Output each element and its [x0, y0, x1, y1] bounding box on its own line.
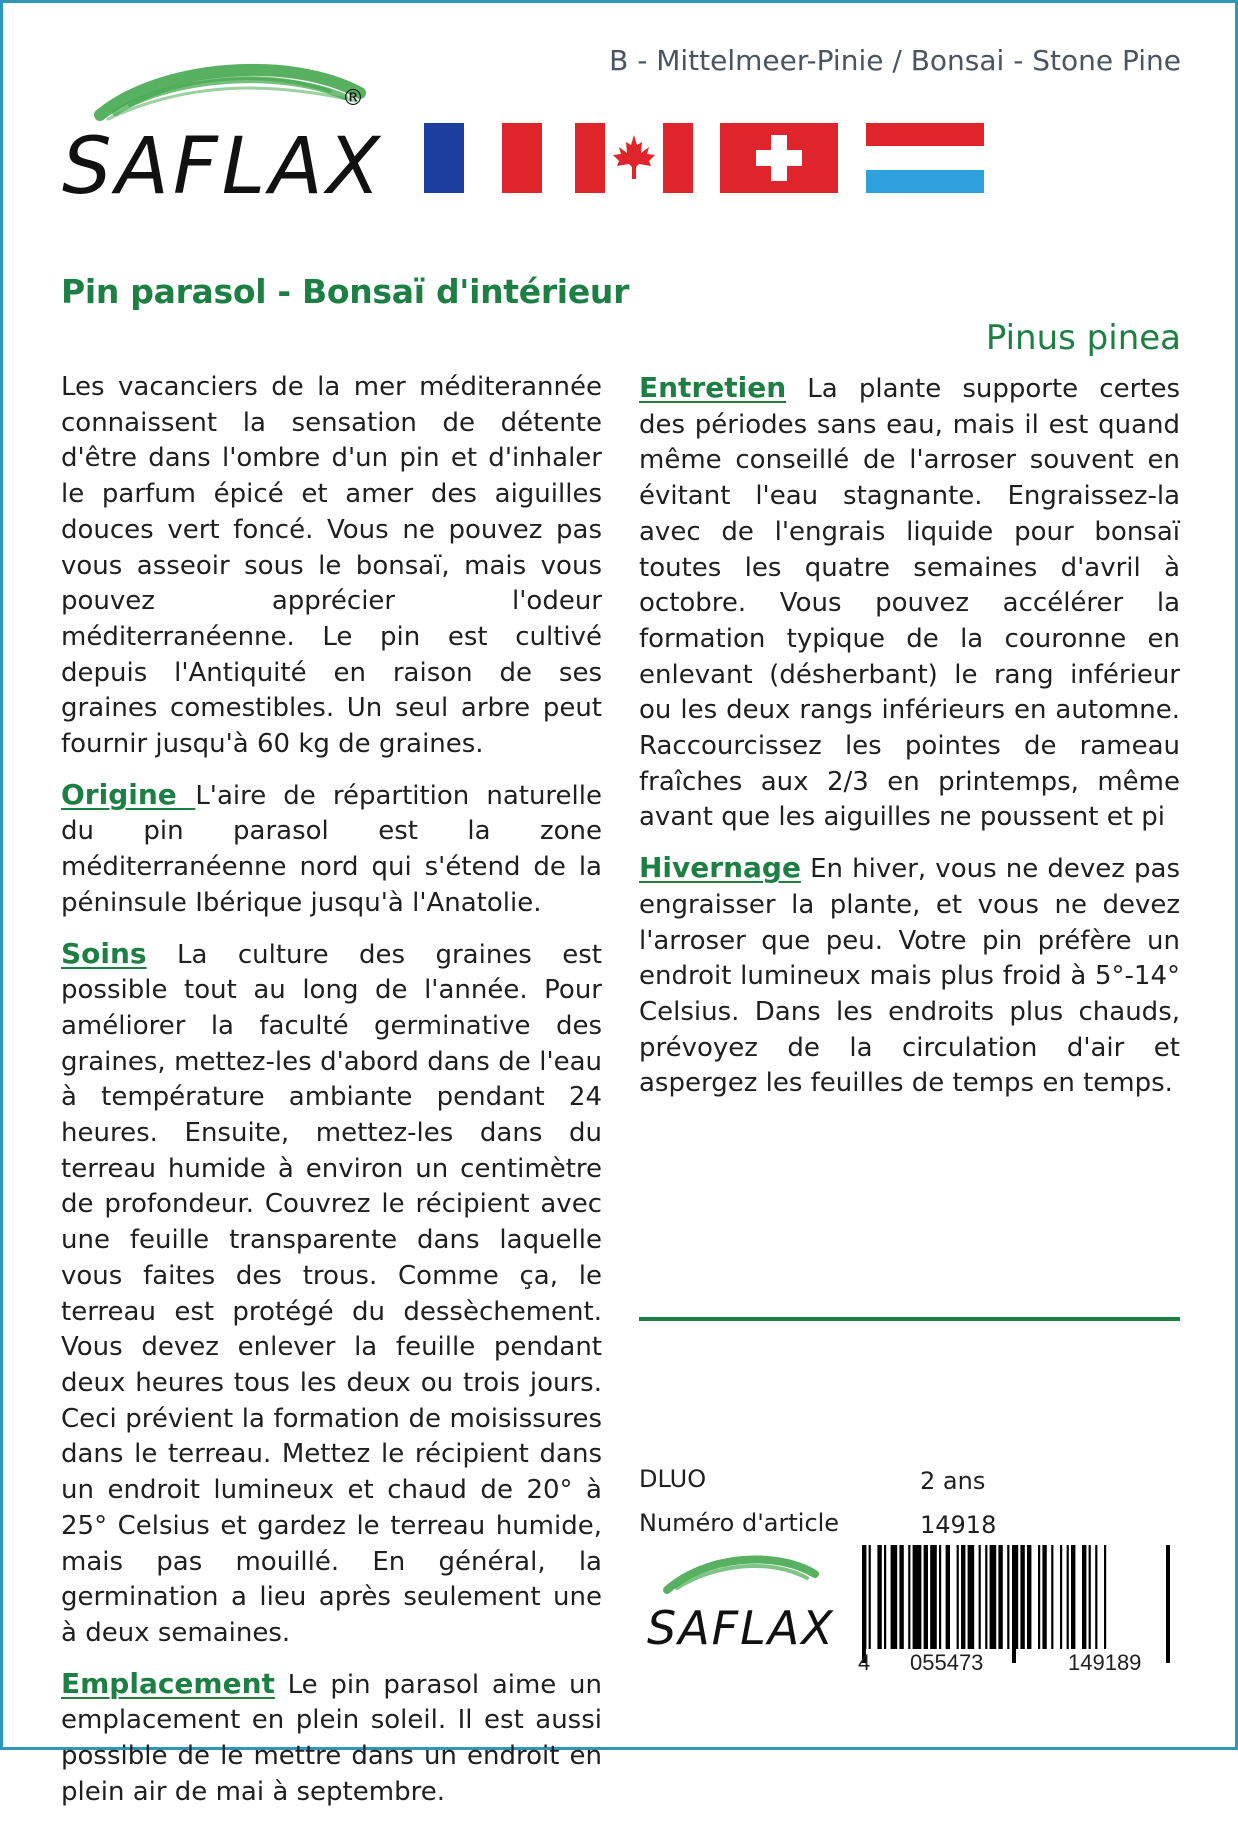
luxembourg-flag-icon [866, 123, 984, 193]
barcode-bar [990, 1545, 997, 1649]
barcode-guard-bar [864, 1545, 866, 1663]
barcode-bar [884, 1545, 886, 1649]
origine-section [61, 777, 602, 922]
barcode-bar [1016, 1545, 1018, 1649]
hivernage-text: En hiver, vous ne devez pas engraisser la plante, et vous ne devez l'arroser que peu. Votre pin préfère un endroit lumineux mais plus froid à 5°-14° Celsius. Dans les endroits plus chauds, prévoyez de la circulation d'air et aspergez les feuilles de temps en temps. [639, 854, 1181, 1099]
barcode-bar [985, 1545, 987, 1649]
origine-text: L'aire de répartition naturelle du pin parasol est la zone méditerranéenne nord qui s'étend de la péninsule Ibérique jusqu'à l'Anatolie. [61, 780, 602, 918]
barcode-bar [998, 1545, 1002, 1649]
text-column-right [639, 370, 1180, 1116]
barcode-left-group: 055473 [910, 1650, 984, 1675]
origine-heading: Origine [61, 777, 196, 811]
barcode-bar [1020, 1545, 1024, 1649]
barcode-bar [946, 1545, 950, 1649]
soins-heading: Soins [61, 936, 147, 970]
barcode-bar [1104, 1545, 1106, 1649]
saflax-logo-small [645, 1548, 845, 1653]
entretien-text: La plante supporte certes des périodes sans eau, mais il est quand même conseillé de l'arroser souvent en évitant l'eau stagnante. Engraissez-la avec de l'engrais liquide pour bonsaï toutes les quatre semaines d'avril à octobre. Vous pouvez accélérer la formation typique de la couronne en enlevant (désherbant) le rang inférieur ou les deux rangs inférieurs en automne. Raccourcissez les pointes de rameau fraîches aux 2/3 en printemps, même avant que les aiguilles ne poussent et pi [639, 374, 1180, 833]
barcode-bar [979, 1545, 981, 1649]
barcode-bar [1027, 1545, 1031, 1649]
saflax-logo [60, 55, 420, 205]
france-flag-icon [424, 123, 542, 193]
barcode-guard-bar [1014, 1545, 1016, 1663]
registered-mark: ® [342, 86, 364, 111]
barcode-bar [968, 1545, 975, 1649]
barcode-right-group: 149189 [1068, 1650, 1142, 1675]
emplacement-text: Le pin parasol aime un emplacement en plein soleil. Il est aussi possible de le mettre dans un endroit en plein air de mai à septembre. [61, 1669, 602, 1807]
barcode-bar [899, 1545, 903, 1649]
barcode-bar [1089, 1545, 1091, 1649]
barcode-bar [1060, 1545, 1062, 1649]
barcode-bar [1007, 1545, 1009, 1649]
text-column-left [61, 370, 602, 1824]
barcode-guard-bar [1012, 1545, 1014, 1663]
entretien-section [639, 370, 1180, 836]
barcode-bar [930, 1545, 937, 1649]
barcode-bar [1067, 1545, 1069, 1649]
barcode-bar [869, 1545, 871, 1649]
latin-name: Pinus pinea [985, 318, 1181, 358]
article-number-label: Numéro d'article [639, 1509, 840, 1537]
barcode-bar [924, 1545, 928, 1649]
hivernage-heading: Hivernage [639, 851, 801, 885]
brand-wordmark-small: SAFLAX [647, 1601, 835, 1653]
barcode-bar [1042, 1545, 1046, 1649]
barcode-bar [957, 1545, 959, 1649]
product-title: Pin parasol - Bonsaï d'intérieur [61, 272, 630, 311]
barcode-bar [1051, 1545, 1053, 1649]
intro-paragraph: Les vacanciers de la mer méditerannée connaissent la sensation de détente d'être dans l'ombre d'un pin et d'inhaler le parfum épicé et amer des aiguilles douces vert foncé. Vous ne pouvez pas vous asseoir sous le bonsaï, mais vous pouvez apprécier l'odeur méditerranéenne. Le pin est cultivé depuis l'Antiquité en raison de ses graines comestibles. Un seul arbre peut fournir jusqu'à 60 kg de graines. [61, 372, 602, 760]
emplacement-section [61, 1666, 602, 1811]
barcode-bar [913, 1545, 922, 1649]
barcode-guard-bar [1166, 1545, 1168, 1663]
soins-text: La culture des graines est possible tout au long de l'année. Pour améliorer la faculté germinative des graines, mettez-les d'abord dans de l'eau à température ambiante pendant 24 heures. Ensuite, mettez-les dans du terreau humide à environ un centimètre de profondeur. Couvrez le récipient avec une feuille transparente dans laquelle vous faites des trous. Comme ça, le terreau est protégé du dessèchement. Vous devez enlever la feuille pendant deux heures tous les deux ou trois jours. Ceci prévient la formation de moisissures dans le terreau. Mettez le récipient dans un endroit lumineux et chaud de 20° à 25° Celsius et gardez le terreau humide, mais pas mouillé. En général, la germination a lieu après seulement une à deux semaines. [61, 939, 602, 1648]
hivernage-section [639, 850, 1180, 1102]
emplacement-heading: Emplacement [61, 1666, 275, 1700]
barcode-bar [908, 1545, 910, 1649]
barcode-bar [877, 1545, 881, 1649]
soins-section [61, 936, 602, 1652]
canada-flag-icon [575, 123, 693, 193]
dluo-label: DLUO [639, 1465, 707, 1493]
entretien-heading: Entretien [639, 371, 787, 404]
section-divider [639, 1317, 1180, 1321]
barcode-bar [939, 1545, 941, 1649]
barcode-bar [1071, 1545, 1075, 1649]
switzerland-flag-icon [720, 123, 838, 193]
barcode-bar [1082, 1545, 1086, 1649]
barcode-guard-bar [1168, 1545, 1170, 1663]
barcode-first-digit: 4 [858, 1650, 871, 1675]
product-reference: B - Mittelmeer-Pinie / Bonsai - Stone Pine [609, 44, 1181, 77]
article-number-value: 14918 [920, 1511, 997, 1539]
barcode-bar [891, 1545, 898, 1649]
barcode-bar [1095, 1545, 1097, 1649]
barcode-guard-bar [862, 1545, 864, 1663]
barcode-bar [1038, 1545, 1040, 1649]
barcode-bar [961, 1545, 965, 1649]
dluo-value: 2 ans [920, 1467, 986, 1495]
brand-wordmark: SAFLAX [62, 122, 384, 205]
